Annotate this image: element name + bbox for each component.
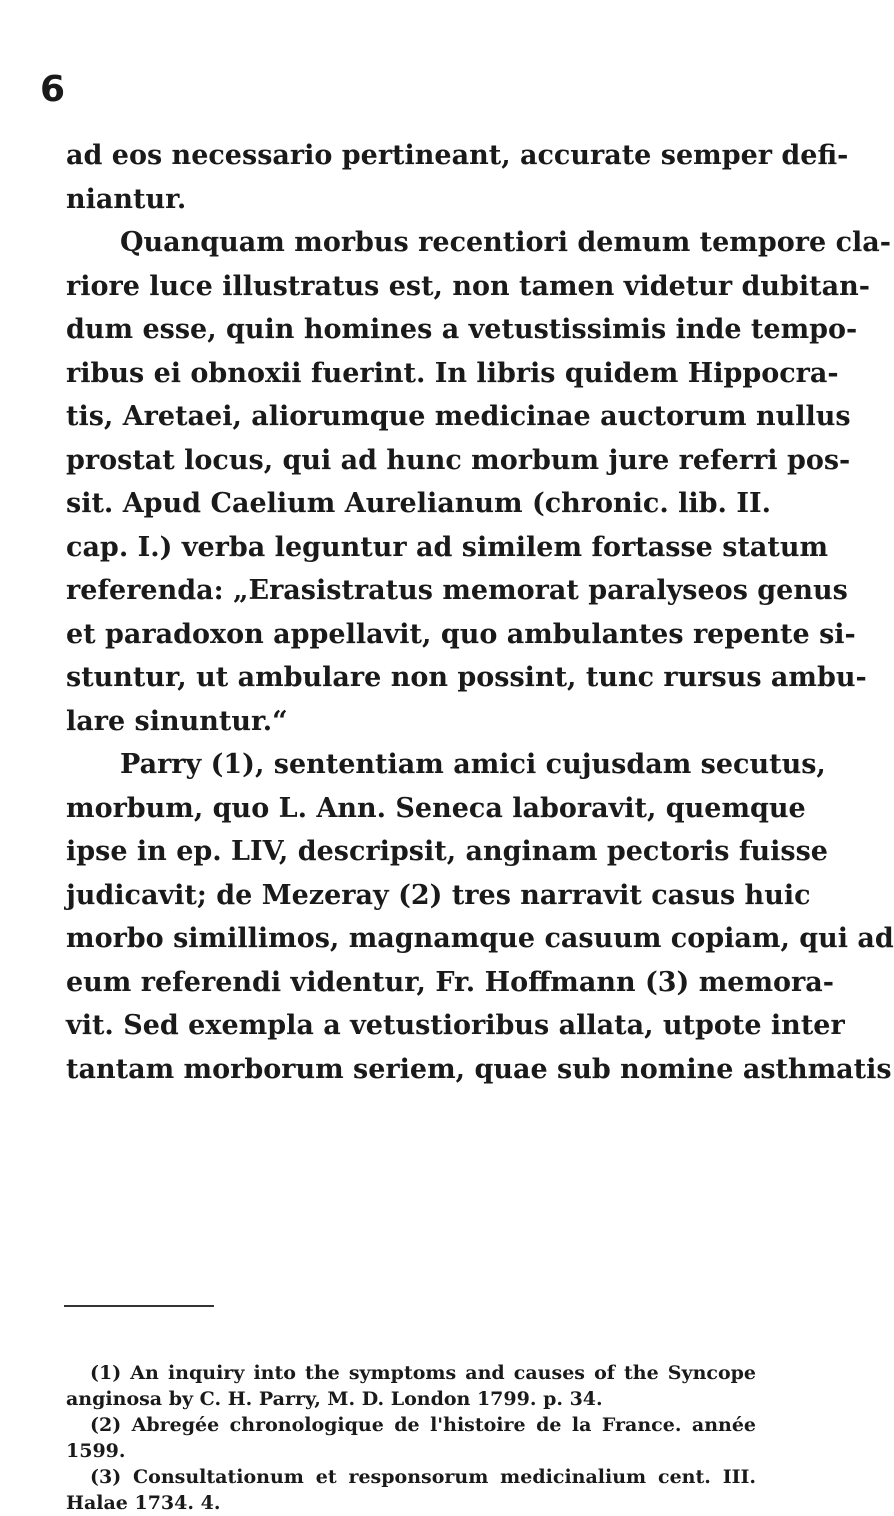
footnote: (2) Abregée chronologique de l'histoire de la France. année 1599. [66,1414,756,1462]
text-line: morbo simillimos, magnamque casuum copiam, qui ad [66,923,894,954]
text-line: vit. Sed exempla a vetustioribus allata, utpote inter [66,1010,845,1041]
text-line: ipse in ep. LIV, descripsit, anginam pectoris fuisse [66,836,828,867]
text-line: tis, Aretaei, aliorumque medicinae auctorum nullus [66,401,851,432]
text-line: morbum, quo L. Ann. Seneca laboravit, quemque [66,792,806,824]
main-text [66,134,894,1091]
text-line: sit. Apud Caelium Aurelianum (chronic. lib. II. [66,488,772,519]
footnote: (1) An inquiry into the symptoms and causes of the Syncope anginosa by C. H. Parry, M. D. London 1799. p. 34. [66,1362,756,1410]
text-line: et paradoxon appellavit, quo ambulantes repente si- [66,618,856,650]
text-line: prostat locus, qui ad hunc morbum jure referri pos- [66,444,851,476]
footnotes [66,1360,756,1516]
text-line: Parry (1), sententiam amici cujusdam secutus, [120,749,826,780]
text-line: eum referendi videntur, Fr. Hoffmann (3) memora- [66,966,834,998]
text-line: lare sinuntur.“ [66,705,288,737]
text-line: cap. I.) verba leguntur ad similem fortasse statum [66,531,829,563]
text-line: judicavit; de Mezeray (2) tres narravit casus huic [66,879,811,911]
text-line: Quanquam morbus recentiori demum tempore cla- [120,227,891,258]
page-number: 6 [40,69,66,110]
text-line: dum esse, quin homines a vetustissimis inde tempo- [66,314,858,345]
text-line: ribus ei obnoxii fuerint. In libris quidem Hippocra- [66,357,839,389]
footnote-rule [64,1305,214,1307]
footnote: (3) Consultationum et responsorum medicinalium cent. III. Halae 1734. 4. [66,1466,756,1514]
text-line: referenda: „Erasistratus memorat paralyseos genus [66,575,848,606]
text-line: ad eos necessario pertineant, accurate semper defi- [66,140,849,171]
text-line: tantam morborum seriem, quae sub nomine asthmatis [66,1053,892,1085]
text-line: niantur. [66,183,187,215]
text-line: riore luce illustratus est, non tamen videtur dubitan- [66,270,870,302]
text-line: stuntur, ut ambulare non possint, tunc rursus ambu- [66,662,867,693]
